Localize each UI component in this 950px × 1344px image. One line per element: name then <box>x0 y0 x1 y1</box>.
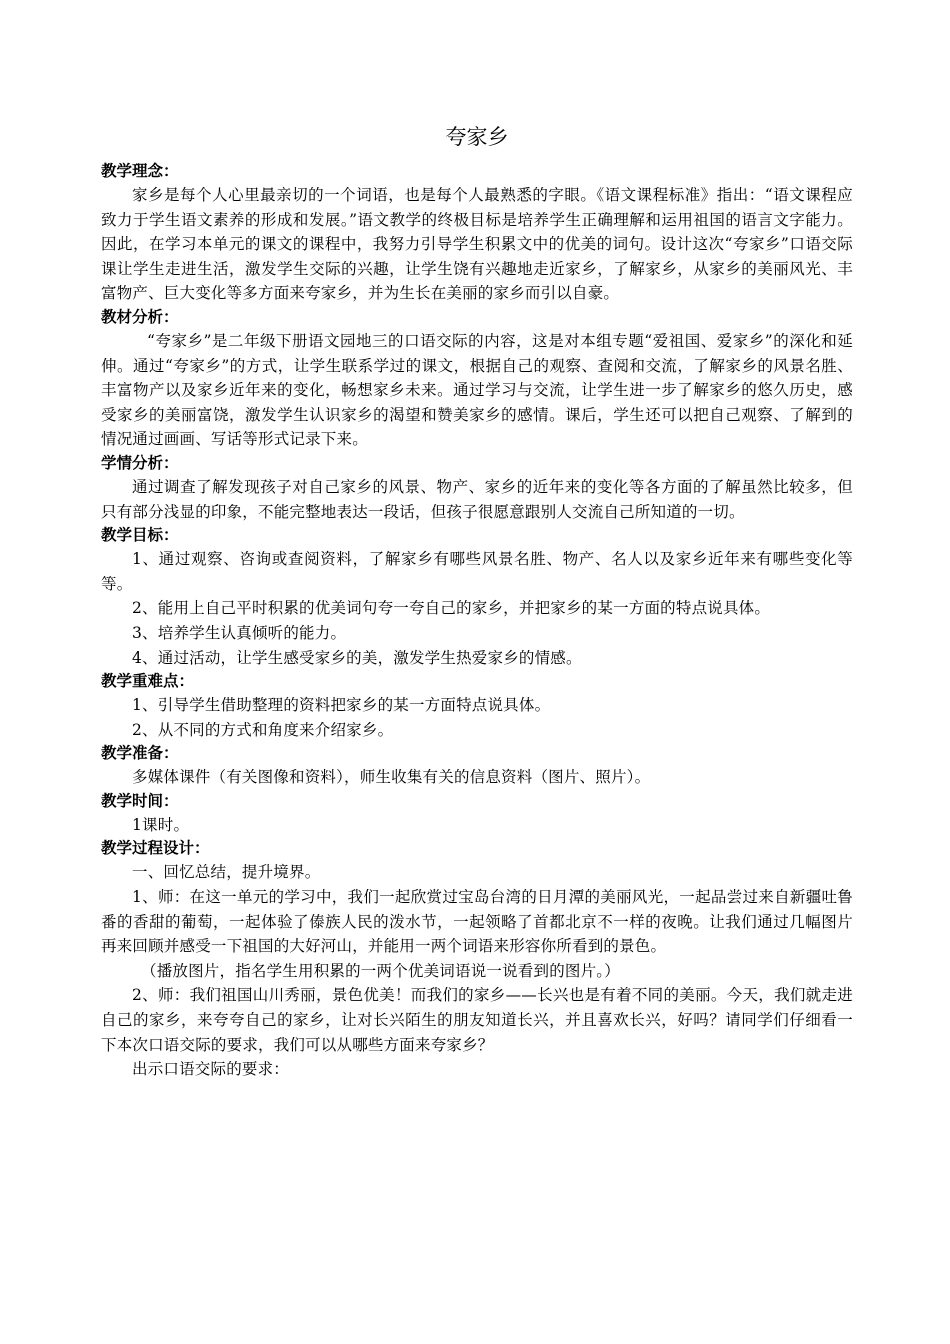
section-process <box>101 837 853 1081</box>
section-heading-goals: 教学目标： <box>101 526 179 545</box>
section-keypoints <box>101 670 853 742</box>
process-note: （播放图片，指名学生用积累的一两个优美词语说一说看到的图片。） <box>141 961 620 980</box>
section-heading-preparation: 教学准备： <box>101 744 179 763</box>
section-philosophy <box>101 160 853 306</box>
process-step-heading: 一、回忆总结，提升境界。 <box>132 863 321 882</box>
section-preparation <box>101 742 853 790</box>
process-paragraph-1: 1、师：在这一单元的学习中，我们一起欣赏过宝岛台湾的日月潭的美丽风光，一起品尝过来自新疆吐鲁番的香甜的葡萄，一起体验了傣族人民的泼水节，一起领略了首都北京不一样的夜晚。让我们通过几幅图片再来回顾并感受一下祖国的大好河山，并能用一两个词语来形容你所看到的景色。 <box>101 888 853 956</box>
preparation-paragraph: 多媒体课件（有关图像和资料），师生收集有关的信息资料（图片、照片）。 <box>132 768 651 787</box>
material-paragraph: “夸家乡”是二年级下册语文园地三的口语交际的内容，这是对本组专题“爱祖国、爱家乡”的深化和延伸。通过“夸家乡”的方式，让学生联系学过的课文，根据自己的观察、查阅和交流，了解家乡的风景名胜、丰富物产以及家乡近年来的变化，畅想家乡未来。通过学习与交流，让学生进一步了解家乡的悠久历史，感受家乡的美丽富饶，激发学生认识家乡的渴望和赞美家乡的感情。课后，学生还可以把自己观察、了解到的情况通过画画、写话等形式记录下来。 <box>101 331 853 449</box>
process-paragraph-2: 2、师：我们祖国山川秀丽，景色优美！而我们的家乡——长兴也是有着不同的美丽。今天，我们就走进自己的家乡，来夸夸自己的家乡，让对长兴陌生的朋友知道长兴，并且喜欢长兴，好吗？请同学们仔细看一下本次口语交际的要求，我们可以从哪些方面来夸家乡？ <box>101 986 853 1054</box>
goal-item-2: 2、能用上自己平时积累的优美词句夸一夸自己的家乡，并把家乡的某一方面的特点说具体。 <box>132 599 771 618</box>
keypoint-item-1: 1、引导学生借助整理的资料把家乡的某一方面特点说具体。 <box>132 696 551 715</box>
process-requirements-intro: 出示口语交际的要求： <box>132 1060 290 1079</box>
section-heading-material: 教材分析： <box>101 307 179 326</box>
keypoint-item-2: 2、从不同的方式和角度来介绍家乡。 <box>132 720 394 739</box>
goal-item-1: 1、通过观察、咨询或查阅资料，了解家乡有哪些风景名胜、物产、名人以及家乡近年来有哪些变化等等。 <box>101 550 853 593</box>
section-heading-time: 教学时间： <box>101 791 179 810</box>
goal-item-4: 4、通过活动，让学生感受家乡的美，激发学生热爱家乡的情感。 <box>132 648 582 667</box>
goal-item-3: 3、培养学生认真倾听的能力。 <box>132 623 347 642</box>
section-heading-process: 教学过程设计： <box>101 839 210 858</box>
section-goals <box>101 524 853 670</box>
section-heading-students: 学情分析： <box>101 453 179 472</box>
section-time <box>101 790 853 838</box>
section-heading-philosophy: 教学理念： <box>101 162 179 180</box>
section-heading-keypoints: 教学重难点： <box>101 672 195 691</box>
document-page <box>101 118 853 1082</box>
page-title: 夸家乡 <box>445 125 509 149</box>
philosophy-paragraph: 家乡是每个人心里最亲切的一个词语，也是每个人最熟悉的字眼。《语文课程标准》指出：“语文课程应致力于学生语文素养的形成和发展。”语文教学的终极目标是培养学生正确理解和运用祖国的语言文字能力。因此，在学习本单元的课文的课程中，我努力引导学生积累文中的优美的词句。设计这次“夸家乡”口语交际课让学生走进生活，激发学生交际的兴趣，让学生饶有兴趣地走近家乡，了解家乡，从家乡的美丽风光、丰富物产、巨大变化等多方面来夸家乡，并为生长在美丽的家乡而引以自豪。 <box>101 186 853 303</box>
section-material <box>101 306 853 452</box>
students-paragraph: 通过调查了解发现孩子对自己家乡的风景、物产、家乡的近年来的变化等各方面的了解虽然比较多，但只有部分浅显的印象，不能完整地表达一段话，但孩子很愿意跟别人交流自己所知道的一切。 <box>101 477 853 521</box>
section-students <box>101 452 853 524</box>
time-paragraph: 1课时。 <box>132 815 190 834</box>
